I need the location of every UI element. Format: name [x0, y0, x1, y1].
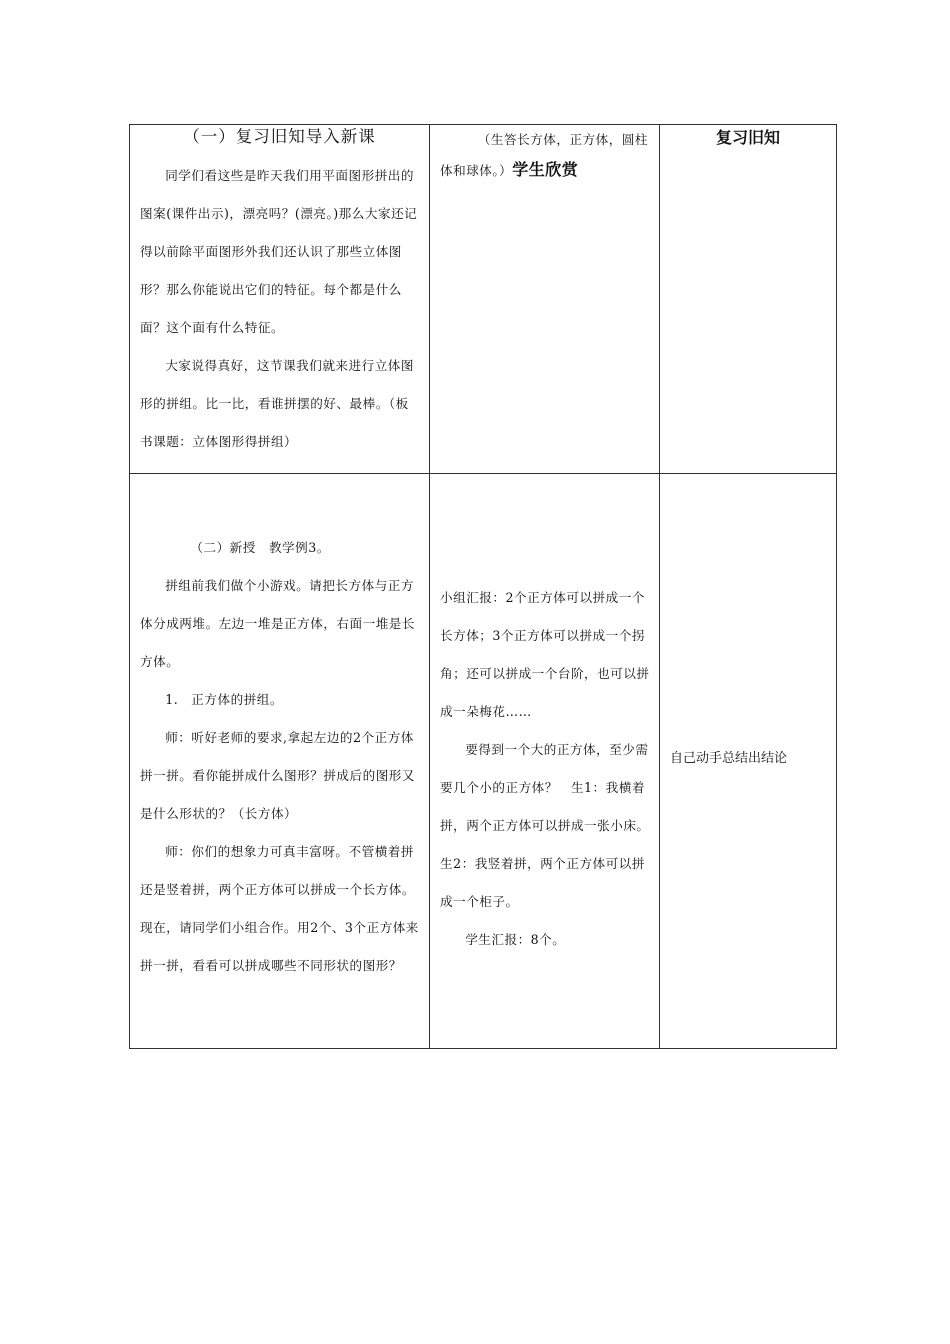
paragraph: 师：听好老师的要求,拿起左边的2个正方体拼一拼。看你能拼成什么图形？拼成后的图形又是什么形状的？（长方体） — [140, 730, 415, 821]
design-intent-wrap — [660, 125, 836, 152]
student-activity-text — [430, 579, 659, 959]
lesson-plan-table — [129, 124, 837, 1049]
teacher-activity-cell — [130, 474, 430, 1049]
student-activity-cell — [430, 474, 660, 1049]
teacher-activity-cell — [130, 125, 430, 474]
design-intent-text: 复习旧知 — [715, 128, 780, 147]
paragraph: （二）新授 教学例3。 — [190, 540, 330, 555]
paragraph: 小组汇报：2个正方体可以拼成一个长方体；3个正方体可以拼成一个拐角；还可以拼成一个台阶，也可以拼成一朵梅花…… — [440, 590, 650, 719]
emphasis-label: 学生欣赏 — [512, 160, 579, 179]
table-row-review — [130, 125, 837, 474]
paragraph: 大家说得真好，这节课我们就来进行立体图形的拼组。比一比，看谁拼摆的好、最棒。（板书课题：立体图形得拼组） — [140, 358, 414, 449]
design-intent-text: 自己动手总结出结论 — [670, 751, 788, 766]
paragraph: 拼组前我们做个小游戏。请把长方体与正方体分成两堆。左边一堆是正方体，右面一堆是长方体。 — [140, 578, 415, 669]
student-activity-text — [430, 125, 659, 186]
design-intent-cell — [660, 125, 837, 474]
paragraph: 师：你们的想象力可真丰富呀。不管横着拼还是竖着拼，两个正方体可以拼成一个长方体。现在，请同学们小组合作。用2个、3个正方体来拼一拼，看看可以拼成哪些不同形状的图形？ — [140, 844, 419, 973]
teacher-activity-text — [130, 529, 429, 985]
student-activity-cell — [430, 125, 660, 474]
table-row-new-lesson — [130, 474, 837, 1049]
teacher-activity-text — [130, 157, 429, 461]
paragraph: 1. 正方体的拼组。 — [165, 692, 283, 707]
paragraph: 同学们看这些是昨天我们用平面图形拼出的图案(课件出示)，漂亮吗？(漂亮。)那么大家还记得以前除平面图形外我们还认识了那些立体图形？那么你能说出它们的特征。每个都是什么面？这个面有什么特征。 — [140, 168, 418, 335]
paragraph — [440, 125, 651, 186]
section-title-review: （一）复习旧知导入新课 — [183, 127, 376, 146]
student-answer-text: （生答长方体，正方体，圆柱体和球体。） — [440, 132, 649, 178]
design-intent-cell — [660, 474, 837, 1049]
paragraph: 要得到一个大的正方体，至少需要几个小的正方体？ 生1：我横着拼，两个正方体可以拼成一张小床。 生2：我竖着拼，两个正方体可以拼成一个柜子。 — [440, 742, 657, 909]
paragraph: 学生汇报：8个。 — [465, 932, 566, 947]
